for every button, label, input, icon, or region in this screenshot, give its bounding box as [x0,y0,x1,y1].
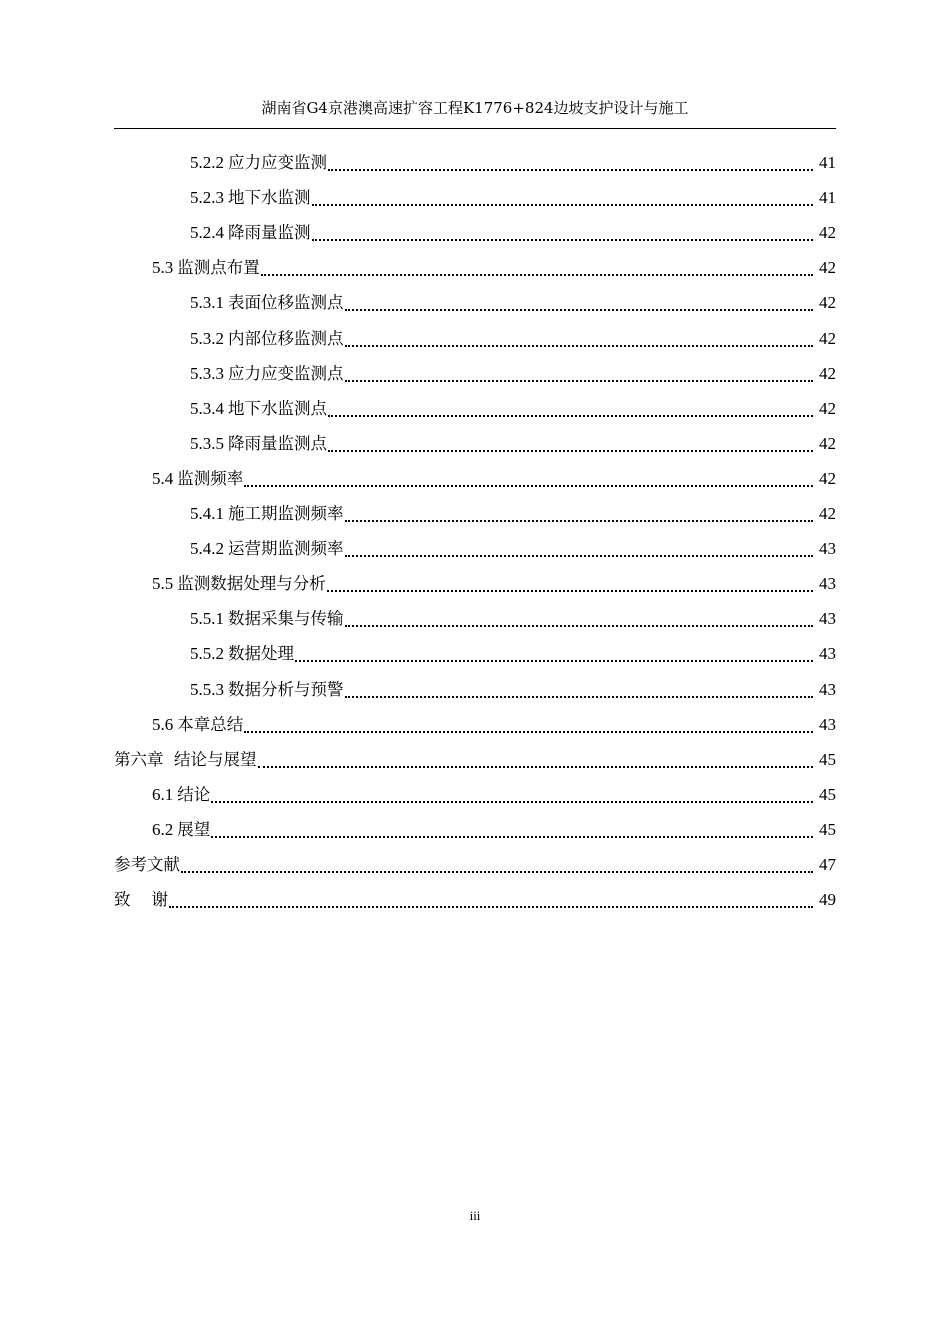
toc-entry-page: 45 [819,819,836,839]
toc-dot-leader [312,187,814,206]
page-number: iii [469,1208,481,1223]
toc-entry-title [114,748,257,772]
toc-entry[interactable] [0,707,950,742]
toc-entry-number: 5.2.2 [190,153,224,173]
toc-entry-page: 41 [819,188,836,208]
toc-entry-title [152,467,243,491]
toc-entry-text: 数据分析与预警 [228,679,344,699]
toc-entry-title [190,362,344,386]
toc-dot-leader [211,784,813,803]
toc-entry-page: 42 [819,328,836,348]
toc-entry-title [190,432,327,456]
toc-entry-page: 42 [819,258,836,278]
toc-entry[interactable] [0,777,950,812]
toc-entry[interactable] [0,426,950,461]
toc-entry[interactable] [0,671,950,706]
toc-entry-text: 数据处理 [228,644,294,664]
toc-entry[interactable] [0,391,950,426]
toc-dot-leader [295,643,813,662]
toc-entry-number: 5.5 [152,574,174,594]
toc-entry[interactable] [0,250,950,285]
toc-entry-title [190,642,294,666]
toc-entry[interactable] [0,356,950,391]
toc-dot-leader [328,433,813,452]
toc-entry-text: 地下水监测点 [228,398,327,418]
toc-entry[interactable] [0,742,950,777]
toc-entry-text: 应力应变监测 [228,153,327,173]
toc-entry-title [152,783,210,807]
toc-entry-number: 6.1 [152,784,174,804]
toc-entry-number: 5.4 [152,468,174,488]
toc-entry-number: 5.4.2 [190,539,224,559]
toc-dot-leader [345,328,814,347]
toc-entry-text: 参考文献 [114,854,180,874]
toc-dot-leader [327,573,813,592]
toc-dot-leader [258,749,814,768]
toc-entry-text: 结论 [177,784,211,804]
toc-dot-leader [261,257,813,276]
toc-entry-text: 降雨量监测点 [228,433,327,453]
toc-dot-leader [181,854,813,873]
table-of-contents [0,145,950,917]
toc-entry-page: 43 [819,609,836,629]
toc-entry-number: 5.5.1 [190,609,224,629]
toc-entry-page: 42 [819,504,836,524]
page-header: 湖南省G4京港澳高速扩容工程K1776+824边坡支护设计与施工 [261,99,689,117]
toc-entry[interactable] [0,636,950,671]
toc-entry-title [190,502,344,526]
toc-entry[interactable] [0,566,950,601]
toc-entry-text: 监测点布置 [177,258,260,278]
toc-entry-page: 45 [819,784,836,804]
toc-entry-text: 应力应变监测点 [228,363,344,383]
toc-entry-text: 监测数据处理与分析 [177,574,326,594]
toc-dot-leader [328,152,813,171]
toc-entry-text: 运营期监测频率 [228,539,344,559]
toc-entry-number: 5.3.2 [190,328,224,348]
toc-entry-text: 内部位移监测点 [228,328,344,348]
toc-entry-title [190,151,327,175]
toc-entry[interactable] [0,215,950,250]
toc-entry-page: 42 [819,433,836,453]
toc-entry-text: 第六章 结论与展望 [114,749,257,769]
toc-entry-page: 42 [819,398,836,418]
toc-dot-leader [345,608,814,627]
toc-entry[interactable] [0,180,950,215]
toc-dot-leader [328,398,813,417]
toc-dot-leader [312,222,814,241]
toc-entry[interactable] [0,601,950,636]
toc-entry-number: 6.2 [152,819,174,839]
toc-entry-number: 5.5.2 [190,644,224,664]
header-divider [114,128,836,129]
toc-entry-title [190,221,311,245]
toc-entry-text: 监测频率 [177,468,244,488]
toc-dot-leader [169,889,813,908]
toc-entry-page: 43 [819,539,836,559]
toc-entry-title [114,888,168,912]
toc-entry[interactable] [0,285,950,320]
toc-dot-leader [345,679,814,698]
toc-entry-page: 49 [819,890,836,910]
toc-entry[interactable] [0,145,950,180]
toc-entry-text: 本章总结 [177,714,244,734]
toc-entry-title [190,397,327,421]
toc-entry-title [190,678,344,702]
toc-entry-number: 5.3.3 [190,363,224,383]
toc-entry-text: 致 谢 [114,890,168,910]
toc-entry-text: 展望 [177,819,211,839]
toc-entry-number: 5.2.3 [190,188,224,208]
toc-dot-leader [345,538,814,557]
toc-entry-page: 41 [819,153,836,173]
toc-entry-number: 5.3.5 [190,433,224,453]
toc-entry-text: 表面位移监测点 [228,293,344,313]
toc-entry-page: 43 [819,574,836,594]
toc-entry-page: 47 [819,854,836,874]
toc-dot-leader [211,819,813,838]
toc-dot-leader [345,292,814,311]
toc-entry-page: 42 [819,293,836,313]
toc-entry-title [152,818,210,842]
toc-entry-page: 42 [819,468,836,488]
toc-entry-number: 5.3.4 [190,398,224,418]
toc-entry-title [190,327,344,351]
toc-entry-text: 地下水监测 [228,188,311,208]
toc-entry-number: 5.3 [152,258,174,278]
toc-entry-title [190,607,344,631]
toc-dot-leader [345,503,814,522]
toc-entry-page: 42 [819,363,836,383]
toc-entry-page: 43 [819,644,836,664]
toc-entry-page: 45 [819,749,836,769]
toc-entry-title [190,291,344,315]
toc-entry-number: 5.5.3 [190,679,224,699]
toc-dot-leader [244,468,813,487]
toc-entry-title [190,186,311,210]
toc-dot-leader [345,363,814,382]
toc-dot-leader [244,714,813,733]
toc-entry-title [152,713,243,737]
toc-entry-number: 5.2.4 [190,223,224,243]
toc-entry[interactable] [0,496,950,531]
toc-entry-number: 5.3.1 [190,293,224,313]
toc-entry-number: 5.4.1 [190,504,224,524]
toc-entry-text: 数据采集与传输 [228,609,344,629]
toc-entry[interactable] [0,461,950,496]
toc-entry-text: 降雨量监测 [228,223,311,243]
toc-entry[interactable] [0,320,950,355]
toc-entry-page: 43 [819,714,836,734]
toc-entry-title [114,853,180,877]
toc-entry[interactable] [0,812,950,847]
toc-entry-title [152,572,326,596]
toc-entry-page: 43 [819,679,836,699]
toc-entry-number: 5.6 [152,714,174,734]
toc-entry-page: 42 [819,223,836,243]
toc-entry-title [190,537,344,561]
toc-entry-title [152,256,260,280]
toc-entry[interactable] [0,847,950,882]
toc-entry-text: 施工期监测频率 [228,504,344,524]
toc-entry[interactable] [0,531,950,566]
toc-entry[interactable] [0,882,950,917]
